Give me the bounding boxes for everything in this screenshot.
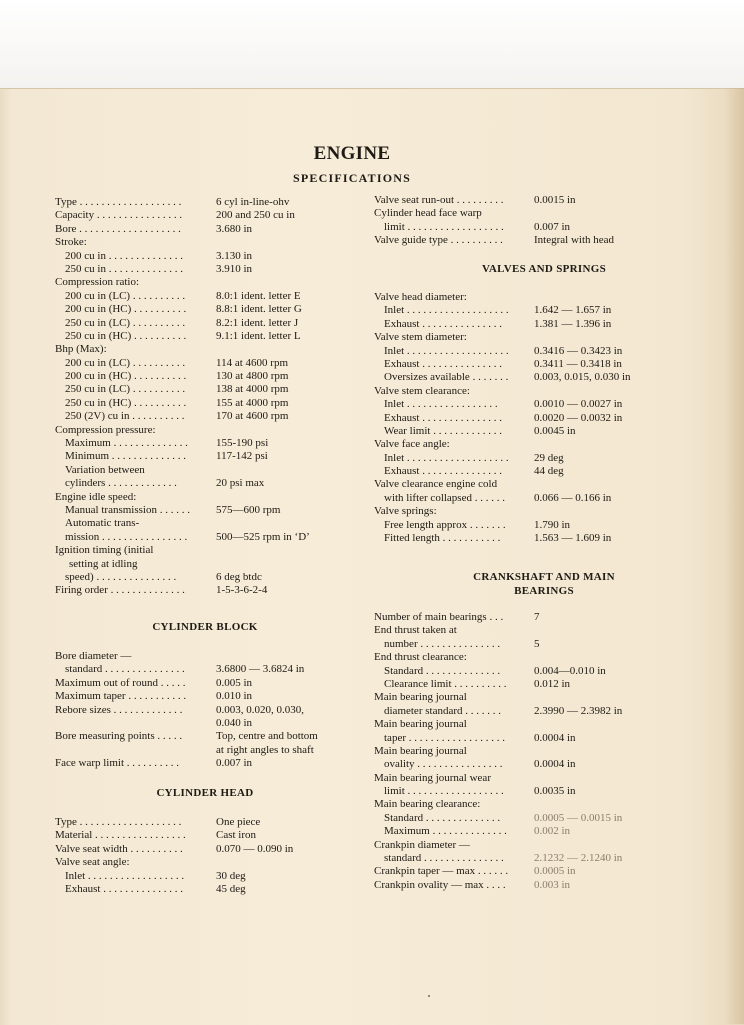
spec-label: 250 (2V) cu in . . . . . . . . . . (65, 410, 185, 423)
spec-label: taper . . . . . . . . . . . . . . . . . . (384, 731, 505, 744)
spec-value: 7 (534, 611, 540, 623)
spec-value: 0.3411 — 0.3418 in (534, 357, 622, 370)
spec-row (55, 250, 355, 263)
spec-row (55, 744, 355, 757)
spec-row (55, 357, 355, 370)
spec-row (374, 745, 714, 758)
spec-label: 200 cu in (LC) . . . . . . . . . . (65, 356, 186, 369)
spec-label: Manual transmission . . . . . . (65, 503, 190, 516)
spec-label: Inlet . . . . . . . . . . . . . . . . . . . (384, 304, 509, 317)
spec-label: Standard . . . . . . . . . . . . . . (384, 664, 501, 677)
spec-value: 20 psi max (216, 477, 265, 490)
spec-label: standard . . . . . . . . . . . . . . . (65, 663, 185, 676)
spec-value: Top, centre and bottom (216, 730, 318, 743)
spec-value: 117-142 psi (216, 450, 268, 463)
spec-row (374, 425, 714, 438)
page-edge-shadow (724, 88, 744, 1024)
spec-value: 0.002 in (534, 825, 571, 838)
spec-row (374, 221, 714, 234)
spec-label: Exhaust . . . . . . . . . . . . . . . (384, 317, 502, 330)
spec-row (374, 852, 714, 865)
spec-row (55, 843, 355, 856)
spec-label: Exhaust . . . . . . . . . . . . . . . (384, 465, 502, 478)
spec-label: Valve stem diameter: (374, 331, 467, 344)
spec-row (374, 678, 714, 691)
spec-value: 0.0010 — 0.0027 in (534, 398, 623, 411)
spec-row (374, 798, 714, 811)
spec-row (374, 465, 714, 478)
spec-value: 8.8:1 ident. letter G (216, 303, 302, 316)
section-heading-cylinder-head: CYLINDER HEAD (156, 787, 254, 799)
spec-value: 2.3990 — 2.3982 in (534, 704, 623, 717)
spec-value: 30 deg (216, 869, 246, 882)
spec-label: 250 cu in (LC) . . . . . . . . . . (65, 383, 186, 396)
spec-value: 0.066 — 0.166 in (534, 491, 612, 504)
spec-row (55, 424, 355, 437)
spec-row (55, 477, 355, 490)
spec-label: 200 cu in . . . . . . . . . . . . . . (65, 249, 183, 262)
spec-value: 1.563 — 1.609 in (534, 532, 612, 545)
spec-value: 2.1232 — 2.1240 in (534, 852, 623, 865)
spec-row (374, 194, 714, 207)
spec-value: 0.040 in (216, 716, 253, 729)
spec-row (374, 412, 714, 425)
spec-value: 200 and 250 cu in (216, 209, 295, 222)
spec-label: Valve seat width . . . . . . . . . . (55, 842, 183, 855)
spec-label: limit . . . . . . . . . . . . . . . . . . (384, 785, 504, 798)
spec-row (374, 611, 714, 624)
spec-value: 8.2:1 ident. letter J (216, 316, 299, 329)
spec-value: 0.0035 in (534, 785, 576, 798)
spec-row (55, 223, 355, 236)
spec-row (55, 571, 355, 584)
spec-row (55, 870, 355, 883)
spec-row (374, 705, 714, 718)
spec-value: 1-5-3-6-2-4 (216, 584, 268, 597)
spec-row (374, 478, 714, 491)
crankshaft-table (374, 611, 714, 892)
spec-row (374, 758, 714, 771)
spec-label: Maximum out of round . . . . . (55, 676, 186, 689)
spec-label: Main bearing journal wear (374, 771, 491, 784)
spec-label: Bore diameter — (55, 650, 132, 662)
spec-value: Integral with head (534, 234, 615, 247)
spec-label: 250 cu in . . . . . . . . . . . . . . (65, 262, 183, 275)
spec-value: 1.381 — 1.396 in (534, 317, 612, 330)
spec-label: Valve springs: (374, 505, 437, 518)
spec-row (374, 532, 714, 545)
spec-value: 170 at 4600 rpm (216, 410, 289, 423)
spec-row (55, 730, 355, 743)
spec-label: Inlet . . . . . . . . . . . . . . . . . (384, 398, 498, 411)
spec-row (374, 234, 714, 247)
spec-row (374, 879, 714, 892)
spec-label: End thrust taken at (374, 624, 457, 637)
spec-label: Main bearing journal (374, 718, 467, 731)
spec-row (55, 317, 355, 330)
spec-label: Valve face angle: (374, 438, 450, 451)
spec-label: ovality . . . . . . . . . . . . . . . . (384, 758, 503, 771)
spec-value: 0.0015 in (534, 194, 576, 206)
spec-row (374, 358, 714, 371)
spec-row (55, 883, 355, 896)
spec-row (374, 304, 714, 317)
spec-label: Inlet . . . . . . . . . . . . . . . . . . (65, 869, 185, 882)
spec-label: Exhaust . . . . . . . . . . . . . . . (384, 411, 502, 424)
spec-label: Bore . . . . . . . . . . . . . . . . . . . (55, 222, 181, 235)
spec-row (55, 690, 355, 703)
spec-label: 250 cu in (HC) . . . . . . . . . . (65, 329, 187, 342)
spec-row (374, 691, 714, 704)
spec-row (374, 785, 714, 798)
spec-label: Clearance limit . . . . . . . . . . (384, 677, 507, 690)
spec-label: Valve head diameter: (374, 291, 467, 303)
spec-value: 155-190 psi (216, 437, 269, 450)
spec-row (55, 370, 355, 383)
spec-value: 0.003 in (534, 878, 571, 891)
spec-label: with lifter collapsed . . . . . . (384, 491, 505, 504)
spec-value: One piece (216, 816, 261, 828)
spec-label: Type . . . . . . . . . . . . . . . . . . . (55, 196, 182, 208)
spec-label: Engine idle speed: (55, 490, 137, 503)
spec-label: speed) . . . . . . . . . . . . . . . (65, 570, 177, 583)
spec-row (374, 865, 714, 878)
spec-label: Main bearing journal (374, 691, 467, 704)
spec-value: 44 deg (534, 465, 564, 478)
spec-value: 0.007 in (534, 220, 571, 233)
spec-label: Firing order . . . . . . . . . . . . . . (55, 584, 185, 597)
spec-value: 45 deg (216, 882, 246, 895)
spec-label: standard . . . . . . . . . . . . . . . (384, 852, 504, 865)
spec-label: Fitted length . . . . . . . . . . . (384, 532, 501, 545)
spec-value: 0.0004 in (534, 758, 576, 771)
spec-label: Cylinder head face warp (374, 207, 482, 220)
page-title: ENGINE (313, 143, 391, 164)
spec-value: 155 at 4000 rpm (216, 396, 289, 409)
spec-label: Bhp (Max): (55, 343, 107, 356)
spec-label: cylinders . . . . . . . . . . . . . (65, 477, 177, 490)
spec-row (55, 704, 355, 717)
spec-value: 1.642 — 1.657 in (534, 304, 612, 317)
spec-row (374, 665, 714, 678)
spec-row (374, 651, 714, 664)
spec-row (374, 452, 714, 465)
spec-label: Maximum . . . . . . . . . . . . . . (384, 825, 507, 838)
spec-row (374, 385, 714, 398)
spec-value: 0.010 in (216, 690, 253, 703)
spec-label: Valve clearance engine cold (374, 478, 498, 491)
head-misc-table (374, 194, 714, 248)
valves-springs-table (374, 291, 714, 545)
spec-label: Valve guide type . . . . . . . . . . (374, 234, 503, 247)
spec-value: 6 deg btdc (216, 570, 262, 583)
spec-row (55, 464, 355, 477)
spec-row (374, 371, 714, 384)
spec-value: 0.003, 0.015, 0.030 in (534, 371, 631, 384)
spec-row (55, 290, 355, 303)
spec-label: Rebore sizes . . . . . . . . . . . . . (55, 703, 183, 716)
spec-label: Standard . . . . . . . . . . . . . . (384, 811, 501, 824)
spec-label: Inlet . . . . . . . . . . . . . . . . . . . (384, 451, 509, 464)
spec-label: diameter standard . . . . . . . (384, 704, 501, 717)
spec-row (374, 398, 714, 411)
spec-row (374, 438, 714, 451)
spec-label: Ignition timing (initial (55, 544, 154, 557)
spec-row (55, 717, 355, 730)
spec-value: 114 at 4600 rpm (216, 356, 288, 369)
spec-value: 0.004—0.010 in (534, 664, 606, 677)
spec-label: Compression ratio: (55, 276, 140, 289)
spec-row (374, 638, 714, 651)
spec-row (55, 450, 355, 463)
cylinder-head-table (55, 816, 355, 896)
scan-background (0, 0, 744, 90)
spec-row (55, 663, 355, 676)
spec-label: Automatic trans- (65, 517, 140, 530)
cylinder-block-table (55, 650, 355, 771)
spec-row (374, 505, 714, 518)
spec-value: Cast iron (216, 829, 257, 842)
spec-row (55, 410, 355, 423)
section-heading-crankshaft: CRANKSHAFT AND MAIN (473, 571, 615, 583)
spec-value: 6 cyl in-line-ohv (216, 196, 290, 208)
spec-label: Main bearing clearance: (374, 798, 481, 811)
spec-label: Valve seat angle: (55, 856, 130, 869)
spec-value: 0.0004 in (534, 731, 576, 744)
spec-row (55, 196, 355, 209)
spec-label: Maximum . . . . . . . . . . . . . . (65, 437, 188, 450)
spec-label: Stroke: (55, 236, 87, 249)
spec-value: 3.130 in (216, 249, 253, 262)
spec-row (55, 816, 355, 829)
page-speck (428, 995, 430, 997)
spec-value: 0.007 in (216, 757, 253, 770)
spec-label: Bore measuring points . . . . . (55, 730, 183, 743)
spec-value: 0.003, 0.020, 0.030, (216, 703, 304, 716)
spec-value: 0.005 in (216, 676, 253, 689)
spec-label: number . . . . . . . . . . . . . . . (384, 637, 501, 650)
general-spec-table (55, 196, 355, 598)
spec-row (55, 209, 355, 222)
spec-row (55, 517, 355, 530)
spec-label: Face warp limit . . . . . . . . . . (55, 757, 180, 770)
spec-value: 9.1:1 ident. letter L (216, 329, 301, 342)
spec-label: Exhaust . . . . . . . . . . . . . . . (384, 357, 502, 370)
spec-row (55, 544, 355, 557)
spec-row (374, 331, 714, 344)
spec-row (374, 519, 714, 532)
spec-value: 3.6800 — 3.6824 in (216, 663, 305, 676)
spec-label: Minimum . . . . . . . . . . . . . . (65, 450, 187, 463)
spec-label: Crankpin ovality — max . . . . (374, 878, 506, 891)
spec-row (55, 531, 355, 544)
spec-label: limit . . . . . . . . . . . . . . . . . . (384, 220, 504, 233)
spec-row (55, 757, 355, 770)
spec-row (55, 829, 355, 842)
spec-row (374, 624, 714, 637)
spec-row (55, 677, 355, 690)
spec-label: 250 cu in (LC) . . . . . . . . . . (65, 316, 186, 329)
spec-value: 3.680 in (216, 222, 253, 235)
spec-row (374, 207, 714, 220)
spec-value: 8.0:1 ident. letter E (216, 289, 301, 302)
spec-label: Compression pressure: (55, 423, 156, 436)
spec-label: End thrust clearance: (374, 651, 467, 664)
section-heading-crankshaft-line2: BEARINGS (514, 585, 574, 597)
spec-label: Inlet . . . . . . . . . . . . . . . . . . . (384, 344, 509, 357)
spec-value: 29 deg (534, 451, 564, 464)
spec-value: 0.012 in (534, 677, 571, 690)
spec-value: 575—600 rpm (216, 503, 281, 516)
spec-label: Crankpin taper — max . . . . . . (374, 865, 509, 878)
spec-label: Material . . . . . . . . . . . . . . . . . (55, 829, 186, 842)
spec-label: 200 cu in (HC) . . . . . . . . . . (65, 370, 187, 383)
spec-label: Main bearing journal (374, 744, 467, 757)
spec-row (55, 276, 355, 289)
spec-row (55, 303, 355, 316)
spec-label: mission . . . . . . . . . . . . . . . . (65, 530, 188, 543)
spec-value: 1.790 in (534, 518, 571, 531)
spec-row (374, 492, 714, 505)
spec-label: Number of main bearings . . . (374, 611, 504, 623)
spec-row (374, 718, 714, 731)
spec-value: 3.910 in (216, 262, 253, 275)
spec-row (55, 856, 355, 869)
spec-row (374, 732, 714, 745)
spec-row (374, 291, 714, 304)
spec-row (55, 343, 355, 356)
spec-row (55, 397, 355, 410)
spec-label: 250 cu in (HC) . . . . . . . . . . (65, 396, 187, 409)
section-heading-valves-springs: VALVES AND SPRINGS (482, 263, 606, 275)
spec-label: Wear limit . . . . . . . . . . . . . (384, 424, 502, 437)
spec-value: 0.0020 — 0.0032 in (534, 411, 623, 424)
spec-label: Valve seat run-out . . . . . . . . . (374, 194, 504, 206)
spec-row (55, 330, 355, 343)
spec-row (374, 318, 714, 331)
spec-value: 5 (534, 637, 540, 650)
spec-label: 200 cu in (HC) . . . . . . . . . . (65, 303, 187, 316)
spec-row (374, 812, 714, 825)
spec-row (55, 383, 355, 396)
spec-label: Free length approx . . . . . . . (384, 518, 506, 531)
spec-label: setting at idling (69, 557, 138, 570)
spec-value: 0.070 — 0.090 in (216, 842, 294, 855)
spec-label: 200 cu in (LC) . . . . . . . . . . (65, 289, 186, 302)
spec-value: 0.0005 in (534, 865, 576, 878)
spec-row (374, 839, 714, 852)
spec-row (55, 437, 355, 450)
spec-row (55, 558, 355, 571)
spec-label: Maximum taper . . . . . . . . . . . (55, 690, 187, 703)
spec-row (374, 345, 714, 358)
spec-value: at right angles to shaft (216, 743, 314, 756)
spec-label: Variation between (65, 463, 145, 476)
section-heading-cylinder-block: CYLINDER BLOCK (152, 621, 258, 633)
spec-value: 500—525 rpm in ‘D’ (216, 530, 310, 543)
page-subtitle: SPECIFICATIONS (293, 171, 411, 185)
spec-row (55, 584, 355, 597)
spec-label: Oversizes available . . . . . . . (384, 371, 509, 384)
spec-row (374, 772, 714, 785)
spec-value: 0.3416 — 0.3423 in (534, 344, 623, 357)
spec-value: 130 at 4800 rpm (216, 370, 289, 383)
spec-label: Valve stem clearance: (374, 384, 470, 397)
spec-value: 0.0005 — 0.0015 in (534, 811, 623, 824)
spec-label: Type . . . . . . . . . . . . . . . . . . . (55, 816, 182, 828)
spec-label: Crankpin diameter — (374, 838, 470, 851)
spec-value: 0.0045 in (534, 424, 576, 437)
spec-row (55, 263, 355, 276)
spec-value: 138 at 4000 rpm (216, 383, 289, 396)
spec-row (55, 491, 355, 504)
spec-row (55, 236, 355, 249)
spec-label: Exhaust . . . . . . . . . . . . . . . (65, 882, 183, 895)
spec-row (55, 650, 355, 663)
spec-label: Capacity . . . . . . . . . . . . . . . . (55, 209, 183, 222)
spec-row (55, 504, 355, 517)
spec-row (374, 825, 714, 838)
